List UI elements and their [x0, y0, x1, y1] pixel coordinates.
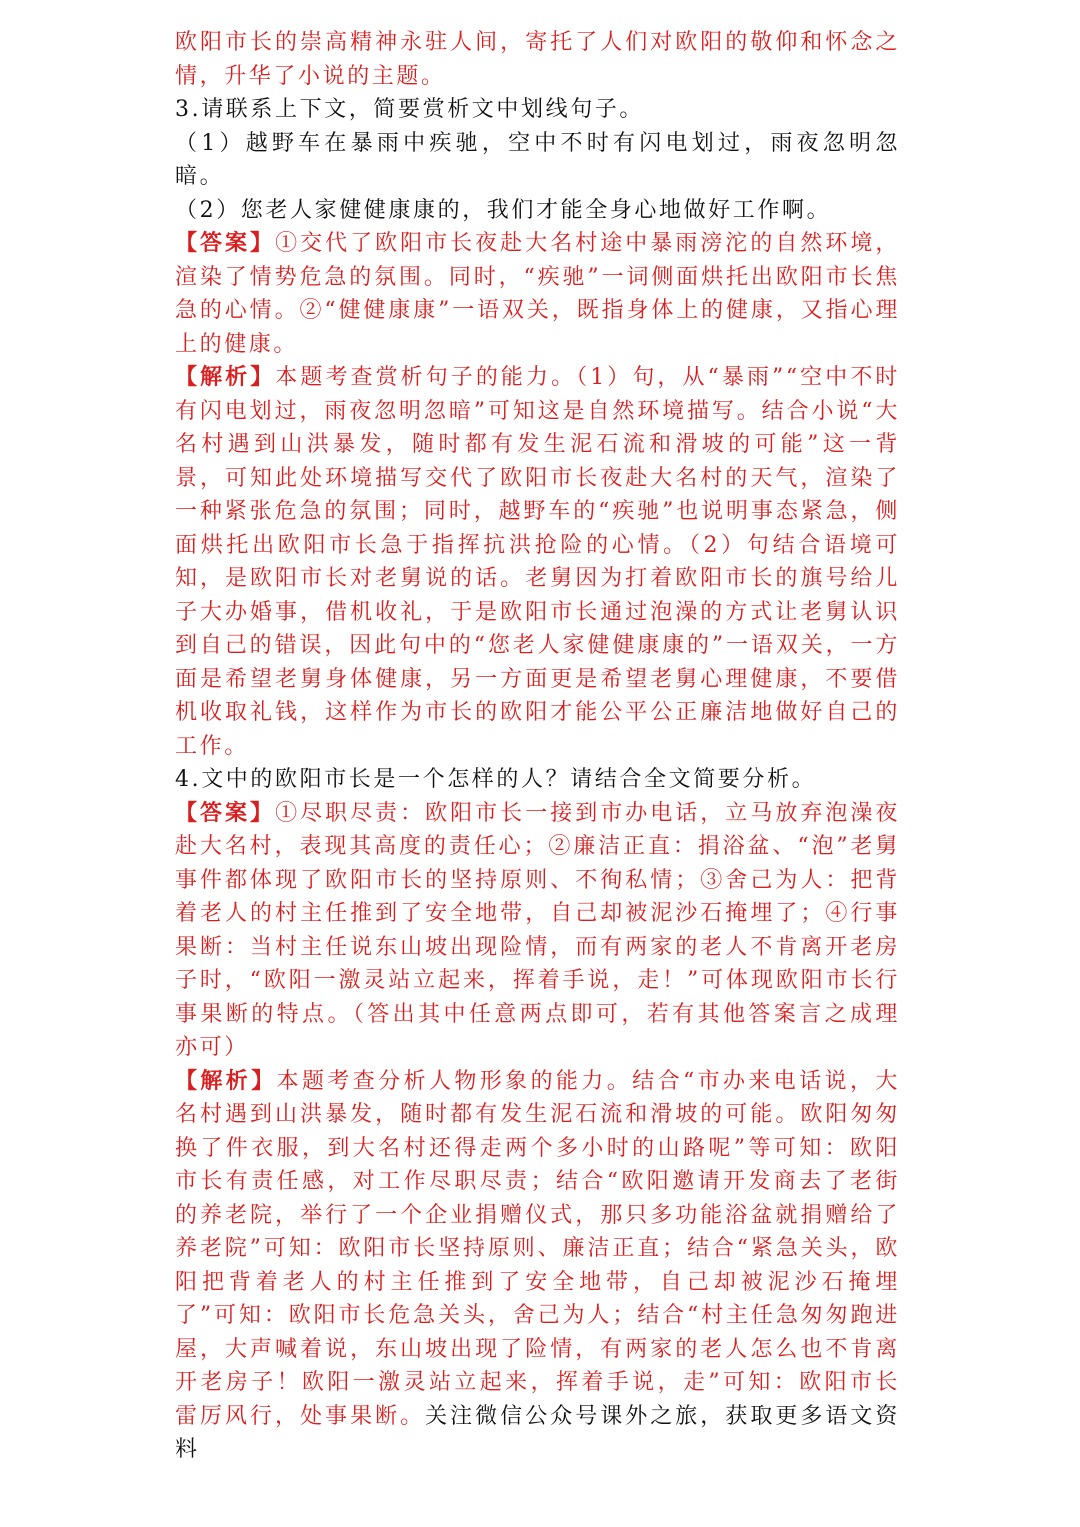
- question-3-answer: [175, 227, 900, 361]
- question-4: 4.文中的欧阳市长是一个怎样的人？请结合全文简要分析。: [175, 767, 817, 792]
- question-3-analysis: [175, 361, 900, 763]
- answer-label: 【答案】: [175, 799, 276, 826]
- analysis-label: 【解析】: [175, 364, 276, 390]
- intro-paragraph: 欧阳市长的崇高精神永驻人间，寄托了人们对欧阳的敬仰和怀念之情，升华了小说的主题。: [175, 30, 900, 89]
- question-3: 3.请联系上下文，简要赏析文中划线句子。: [175, 97, 644, 122]
- question-3-sentence-1: （1）越野车在暴雨中疾驰，空中不时有闪电划过，雨夜忽明忽暗。: [175, 130, 900, 189]
- answer-text: ①交代了欧阳市长夜赴大名村途中暴雨滂沱的自然环境，渲染了情势危急的氛围。同时，“疾驰”一词侧面烘托出欧阳市长焦急的心情。②“健健康康”一语双关，既指身体上的健康，又指心理上的健康。: [175, 231, 900, 357]
- document-page: [175, 26, 900, 1467]
- answer-text: ①尽职尽责：欧阳市长一接到市办电话，立马放弃泡澡夜赴大名村，表现其高度的责任心；②廉洁正直：捐浴盆、“泡”老舅事件都体现了欧阳市长的坚持原则、不徇私情；③舍己为人：把背着老人的村主任推到了安全地带，自己却被泥沙石掩埋了；④行事果断：当村主任说东山坡出现险情，而有两家的老人不肯离开老房子时，“欧阳一激灵站立起来，挥着手说，走！”可体现欧阳市长行事果断的特点。（答出其中任意两点即可，若有其他答案言之成理亦可）: [175, 800, 900, 1060]
- analysis-text: 本题考查分析人物形象的能力。结合“市办来电话说，大名村遇到山洪暴发，随时都有发生泥石流和滑坡的可能。欧阳匆匆换了件衣服，到大名村还得走两个多小时的山路呢”等可知：欧阳市长有责任感，对工作尽职尽责；结合“欧阳邀请开发商去了老街的养老院，举行了一个企业捐赠仪式，那只多功能浴盆就捐赠给了养老院”可知：欧阳市长坚持原则、廉洁正直；结合“紧急关头，欧阳把背着老人的村主任推到了安全地带，自己却被泥沙石掩埋了”可知：欧阳市长危急关头，舍己为人；结合“村主任急匆匆跑进屋，大声喊着说，东山坡出现了险情，有两家的老人怎么也不肯离开老房子！欧阳一激灵站立起来，挥着手说，走”可知：欧阳市长雷厉风行，处事果断。: [175, 1068, 900, 1429]
- question-4-analysis: [175, 1065, 900, 1467]
- question-3-sentence-2: （2）您老人家健健康康的，我们才能全身心地做好工作啊。: [175, 197, 832, 223]
- question-4-answer: [175, 797, 900, 1065]
- analysis-text: 本题考查赏析句子的能力。（1）句，从“暴雨”“空中不时有闪电划过，雨夜忽明忽暗”可知这是自然环境描写。结合小说“大名村遇到山洪暴发，随时都有发生泥石流和滑坡的可能”这一背景，可知此处环境描写交代了欧阳市长夜赴大名村的天气，渲染了一种紧张危急的氛围；同时，越野车的“疾驰”也说明事态紧急，侧面烘托出欧阳市长急于指挥抗洪抢险的心情。（2）句结合语境可知，是欧阳市长对老舅说的话。老舅因为打着欧阳市长的旗号给儿子大办婚事，借机收礼，于是欧阳市长通过泡澡的方式让老舅认识到自己的错误，因此句中的“您老人家健健康康的”一语双关，一方面是希望老舅身体健康，另一方面更是希望老舅心理健康，不要借机收取礼钱，这样作为市长的欧阳才能公平公正廉洁地做好自己的工作。: [175, 365, 900, 759]
- footer-note: 关注微信公众号课外之旅，获取更多语文资料: [175, 1403, 900, 1462]
- answer-label: 【答案】: [175, 230, 276, 256]
- analysis-label: 【解析】: [175, 1067, 277, 1094]
